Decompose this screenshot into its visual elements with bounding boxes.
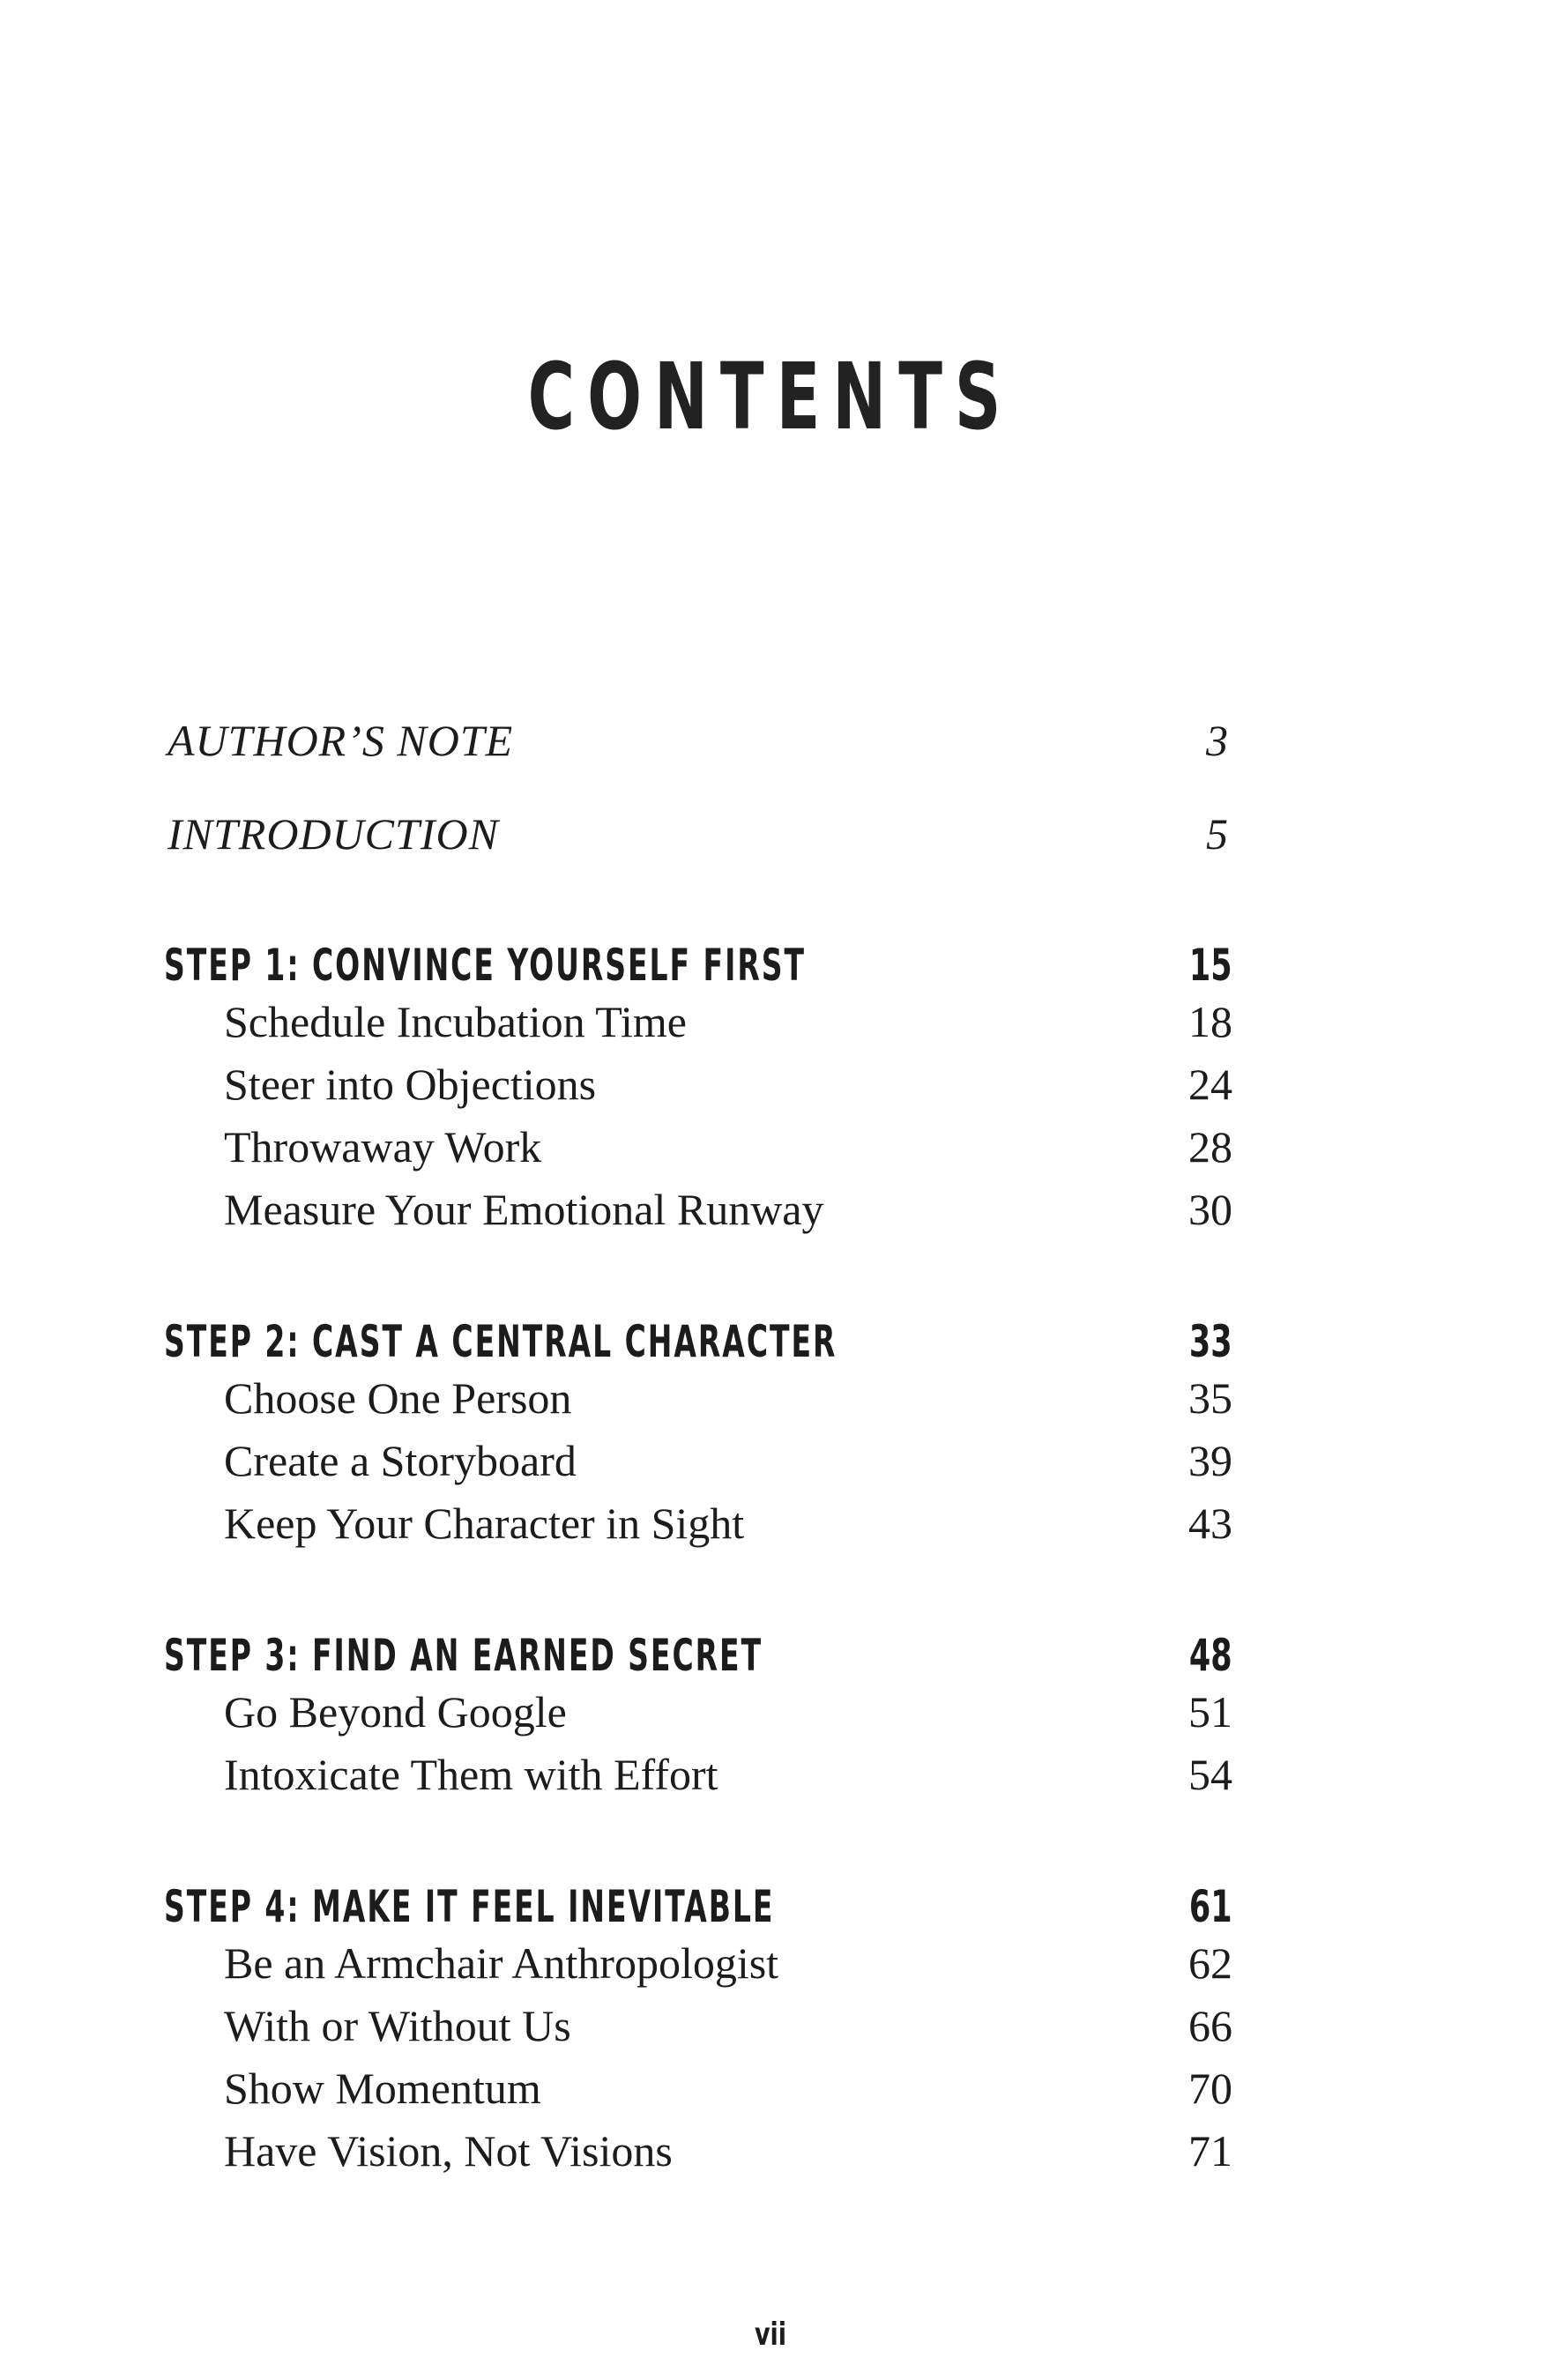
toc-entry-label: Measure Your Emotional Runway [224,1185,824,1234]
toc-entry[interactable] [0,1367,1541,1429]
toc-entry[interactable] [0,1681,1541,1743]
toc-step-label: STEP 1: CONVINCE YOURSELF FIRST [164,940,806,991]
toc-entry-label: Throwaway Work [224,1122,542,1171]
toc-entry-label: Steer into Objections [224,1060,597,1109]
toc-entry-page: 39 [1188,1436,1232,1485]
toc-entry-authors-note[interactable] [0,710,1541,771]
toc-entry-page: 24 [1188,1060,1232,1109]
toc-step-1[interactable] [0,934,1541,996]
toc-entry-page: 3 [1206,716,1228,765]
toc-entry-page: 43 [1188,1499,1232,1548]
page-title: CONTENTS [527,343,1014,450]
toc-entry[interactable] [0,1116,1541,1178]
toc-step-page: 15 [1189,940,1232,991]
toc-entry-page: 51 [1188,1687,1232,1737]
toc-entry-label: Show Momentum [224,2064,541,2113]
toc-entry-page: 62 [1188,1938,1232,1988]
toc-entry[interactable] [0,1744,1541,1805]
toc-entry-label: Keep Your Character in Sight [224,1499,745,1548]
toc-entry[interactable] [0,1179,1541,1240]
toc-entry-page: 70 [1188,2064,1232,2113]
toc-entry-page: 66 [1188,2001,1232,2050]
toc-step-4[interactable] [0,1876,1541,1937]
toc-step-page: 61 [1189,1881,1232,1932]
toc-entry[interactable] [0,1492,1541,1554]
toc-entry-label: AUTHOR’S NOTE [168,716,514,765]
toc-step-3[interactable] [0,1625,1541,1686]
page-folio: vii [754,2317,787,2353]
toc-entry-introduction[interactable] [0,803,1541,865]
toc-entry-page: 5 [1206,809,1228,859]
toc-entry-label: Choose One Person [224,1373,572,1423]
toc-entry[interactable] [0,1932,1541,1994]
toc-entry[interactable] [0,1053,1541,1115]
toc-step-2[interactable] [0,1311,1541,1372]
toc-entry[interactable] [0,1430,1541,1491]
toc-step-page: 48 [1189,1630,1232,1681]
toc-entry-label: Schedule Incubation Time [224,997,687,1046]
toc-entry[interactable] [0,2057,1541,2119]
toc-entry-label: Have Vision, Not Visions [224,2126,673,2175]
toc-entry-label: With or Without Us [224,2001,571,2050]
toc-entry[interactable] [0,2120,1541,2182]
toc-entry-label: INTRODUCTION [168,809,499,859]
toc-step-label: STEP 3: FIND AN EARNED SECRET [164,1630,763,1681]
toc-step-label: STEP 2: CAST A CENTRAL CHARACTER [164,1316,838,1367]
toc-entry-label: Be an Armchair Anthropologist [224,1938,779,1988]
toc-entry-page: 30 [1188,1185,1232,1234]
toc-entry[interactable] [0,991,1541,1052]
toc-entry-label: Create a Storyboard [224,1436,577,1485]
toc-entry-page: 18 [1188,997,1232,1046]
toc-entry-label: Go Beyond Google [224,1687,567,1737]
toc-step-page: 33 [1189,1316,1232,1367]
toc-step-label: STEP 4: MAKE IT FEEL INEVITABLE [164,1881,775,1932]
toc-entry[interactable] [0,1995,1541,2056]
toc-entry-page: 35 [1188,1373,1232,1423]
toc-entry-page: 71 [1188,2126,1232,2175]
toc-entry-page: 54 [1188,1750,1232,1799]
toc-entry-label: Intoxicate Them with Effort [224,1750,718,1799]
toc-entry-page: 28 [1188,1122,1232,1171]
